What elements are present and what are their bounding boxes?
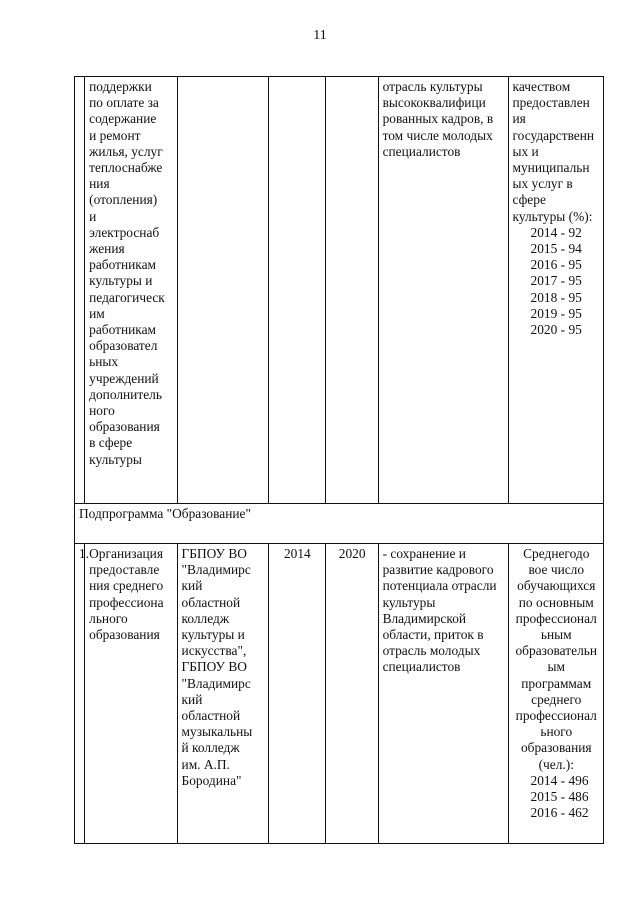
cell-start-year: 2014 (268, 544, 325, 844)
cell-result: отрасль культуры высококвалифици рованных кадров, в том числе молодых специалистов (378, 77, 508, 504)
program-table (74, 76, 604, 844)
indicator-values: 2014 - 92 2015 - 94 2016 - 95 2017 - 95 2018 - 95 2019 - 95 2020 - 95 (530, 224, 582, 338)
subprogram-title: Подпрограмма "Образование" (75, 504, 604, 544)
cell-measure: поддержки по оплате за содержание и ремонт жилья, услуг теплоснабже ния (отопления) и электроснаб жения работникам культуры и педагогическ им работникам образовател ьных учреждений дополнитель ного образования в сфере культуры (85, 77, 177, 504)
cell-executor: ГБПОУ ВО "Владимирс кий областной колледж культуры и искусства", ГБПОУ ВО "Владимирс кий областной музыкальны й колледж им. А.П. Бородина" (177, 544, 268, 844)
cell-start-year (268, 77, 325, 504)
cell-indicator: качеством предоставлен ия государственн ых и муниципальн ых услуг в сфере культуры (%): 2014 - 92 2015 - 94 2016 - 95 2017 - 95 2018 - 95 2019 - 95 2020 - 95 (508, 77, 603, 504)
indicator-values: 2014 - 496 2015 - 486 2016 - 462 (530, 772, 589, 821)
table-row-1 (75, 544, 604, 844)
cell-indicator: Среднегодо вое число обучающихся по основным профессионал ьным образовательн ым программам среднего профессионал ьного образования (чел.): 2014 - 496 2015 - 486 2016 - 462 (508, 544, 603, 844)
subprogram-row (75, 504, 604, 544)
cell-num: 1. (75, 544, 85, 844)
table-row-continued (75, 77, 604, 504)
cell-end-year (325, 77, 378, 504)
cell-end-year: 2020 (325, 544, 378, 844)
cell-measure: Организация предоставле ния среднего профессиона льного образования (85, 544, 177, 844)
cell-result: - сохранение и развитие кадрового потенциала отрасли культуры Владимирской области, приток в отрасль молодых специалистов (378, 544, 508, 844)
page-number: 11 (313, 28, 327, 43)
cell-num (75, 77, 85, 504)
cell-executor (177, 77, 268, 504)
